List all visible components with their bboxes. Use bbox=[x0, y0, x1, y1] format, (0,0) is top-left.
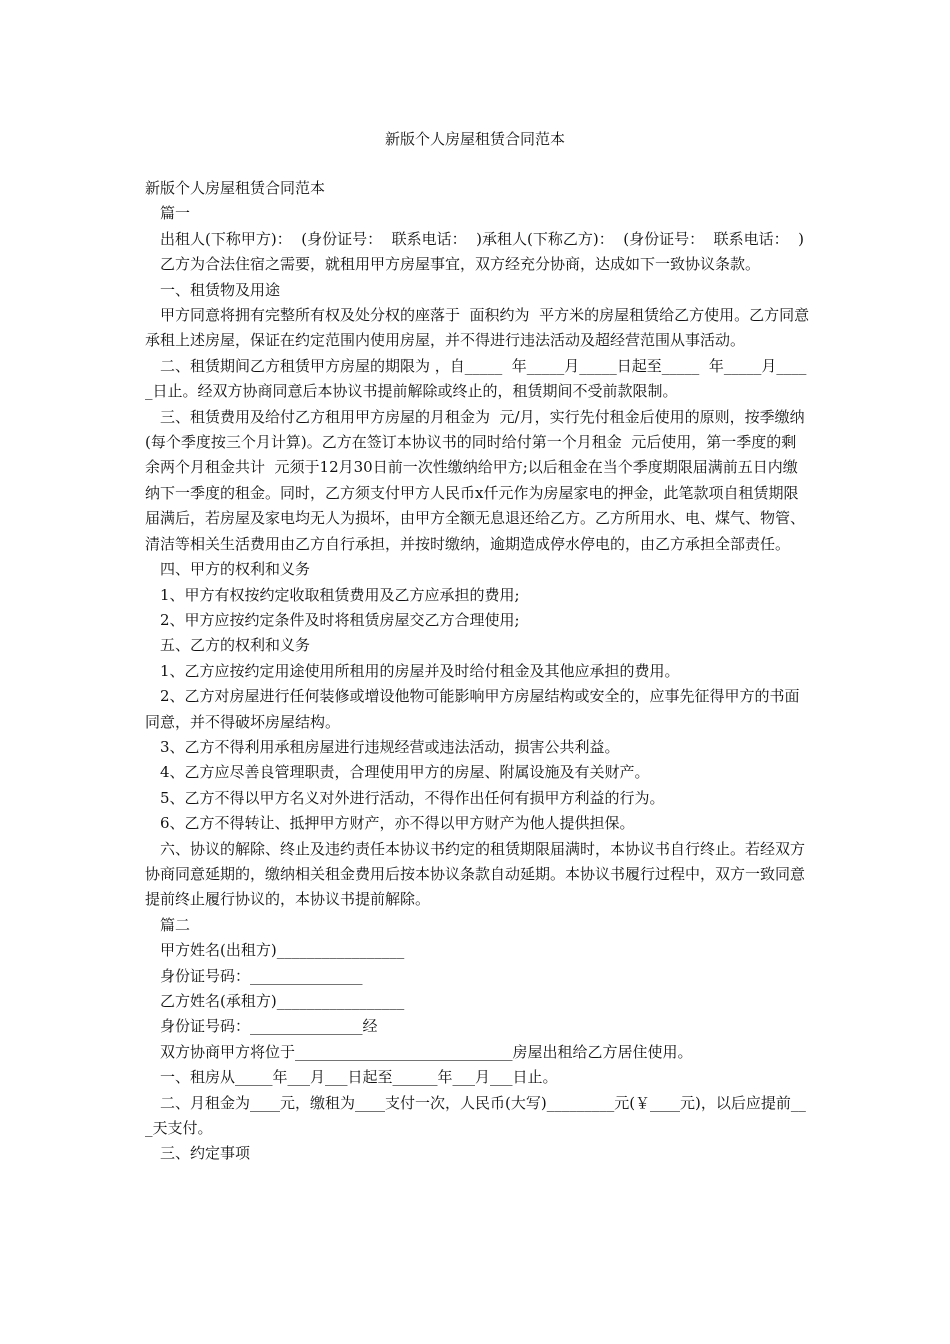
list-item: 3、乙方不得利用承租房屋进行违规经营或违法活动，损害公共利益。 bbox=[160, 737, 620, 756]
form-line: 身份证号码：_______________ bbox=[160, 966, 363, 985]
intro-paragraph: 乙方为合法住宿之需要，就租用甲方房屋事宜，双方经充分协商，达成如下一致协议条款。 bbox=[160, 255, 761, 274]
list-item: 1、甲方有权按约定收取租赁费用及乙方应承担的费用; bbox=[160, 585, 520, 604]
clause-paragraph: 甲方同意将拥有完整所有权及处分权的座落于 面积约为 平方米的房屋租赁给乙方使用。乙方同意承租上述房屋，保证在约定范围内使用房屋，并不得进行违法活动及超经营范围从事活动。 bbox=[145, 306, 810, 350]
list-item: 5、乙方不得以甲方名义对外进行活动，不得作出任何有损甲方利益的行为。 bbox=[160, 788, 665, 807]
form-line: 二、月租金为____元，缴租为____支付一次，人民币(大写)_________元(￥____元)，以后应提前___天支付。 bbox=[145, 1093, 806, 1138]
body-heading: 新版个人房屋租赁合同范本 bbox=[145, 179, 326, 197]
clause-heading: 一、租赁物及用途 bbox=[160, 280, 281, 299]
form-line: 甲方姓名(出租方)_________________ bbox=[160, 941, 405, 960]
clause-paragraph: 二、租赁期间乙方租赁甲方房屋的期限为 ，自_____ 年_____月_____日起至_____ 年_____月_____日止。经双方协商同意后本协议书提前解除或终止的，租赁期间不受前款限制。 bbox=[145, 356, 807, 401]
list-item: 4、乙方应尽善良管理职责，合理使用甲方的房屋、附属设施及有关财产。 bbox=[160, 763, 650, 782]
section-label-part-one: 篇一 bbox=[160, 204, 191, 223]
section-label-part-two: 篇二 bbox=[160, 915, 191, 934]
clause-heading: 四、甲方的权利和义务 bbox=[160, 560, 311, 579]
list-item: 6、乙方不得转让、抵押甲方财产，亦不得以甲方财产为他人提供担保。 bbox=[160, 814, 635, 833]
form-line: 乙方姓名(承租方)_________________ bbox=[160, 992, 405, 1010]
list-item: 2、乙方对房屋进行任何装修或增设他物可能影响甲方房屋结构或安全的，应事先征得甲方的书面同意，并不得破坏房屋结构。 bbox=[145, 687, 800, 731]
form-line: 双方协商甲方将位于_____________________________房屋出租给乙方居住使用。 bbox=[160, 1042, 693, 1061]
form-line: 一、租房从_____年___月___日起至______年___月___日止。 bbox=[160, 1068, 558, 1087]
list-item: 2、甲方应按约定条件及时将租赁房屋交乙方合理使用; bbox=[160, 610, 520, 629]
clause-paragraph: 三、租赁费用及给付乙方租用甲方房屋的月租金为 元/月，实行先付租金后使用的原则，按季缴纳(每个季度按三个月计算)。乙方在签订本协议书的同时给付第一个月租金 元后使用，第一季度的剩余两个月租金共计 元须于12月30日前一次性缴纳给甲方;以后租金在当个季度期限届满前五日内缴纳下一季度的租金。同时，乙方须支付甲方人民币x仟元作为房屋家电的押金，此笔款项自租赁期限届满后，若房屋及家电均无人为损坏，由甲方全额无息退还给乙方。乙方所用水、电、煤气、物管、清洁等相关生活费用由乙方自行承担，并按时缴纳，逾期造成停水停电的，由乙方承担全部责任。 bbox=[145, 407, 806, 553]
clause-heading: 三、约定事项 bbox=[160, 1144, 251, 1163]
clause-heading: 五、乙方的权利和义务 bbox=[160, 636, 311, 655]
document-title: 新版个人房屋租赁合同范本 bbox=[384, 130, 565, 148]
form-line: 身份证号码：_______________经 bbox=[160, 1017, 378, 1036]
list-item: 1、乙方应按约定用途使用所租用的房屋并及时给付租金及其他应承担的费用。 bbox=[160, 661, 680, 680]
parties-paragraph: 出租人(下称甲方)： (身份证号： 联系电话： )承租人(下称乙方)： (身份证号： 联系电话： ) bbox=[160, 229, 805, 248]
clause-paragraph: 六、协议的解除、终止及违约责任本协议书约定的租赁期限届满时，本协议书自行终止。若经双方协商同意延期的，缴纳相关租金费用后按本协议条款自动延期。本协议书履行过程中，双方一致同意提前终止履行协议的，本协议书提前解除。 bbox=[145, 839, 806, 909]
document-body bbox=[145, 176, 810, 1167]
